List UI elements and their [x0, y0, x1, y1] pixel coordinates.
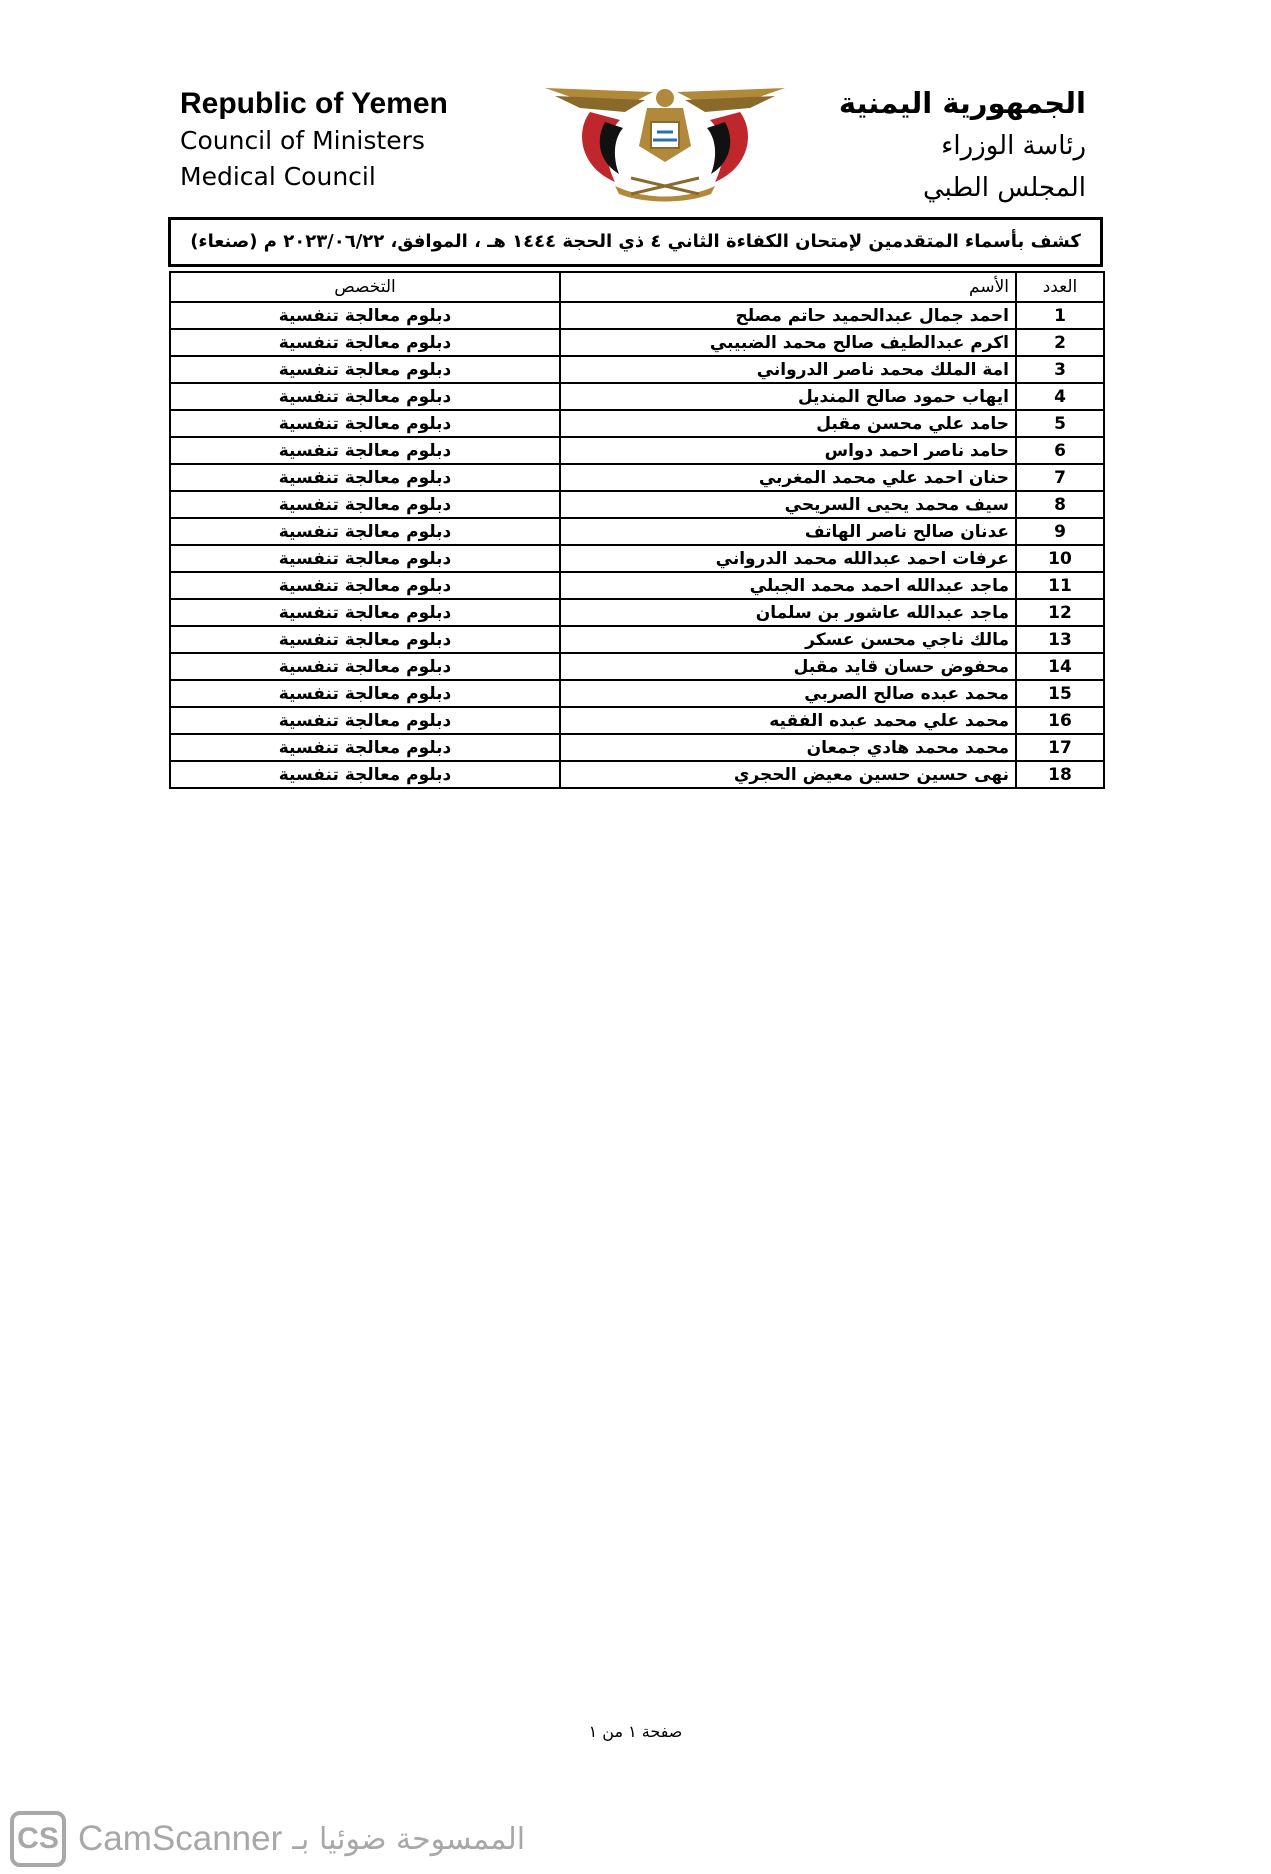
table-row: [170, 545, 1104, 572]
row-number: 2: [1016, 329, 1104, 356]
row-number: 15: [1016, 680, 1104, 707]
candidate-name: امة الملك محمد ناصر الدرواني: [560, 356, 1016, 383]
candidate-name: محمد محمد هادي جمعان: [560, 734, 1016, 761]
candidate-name: ماجد عبدالله عاشور بن سلمان: [560, 599, 1016, 626]
table-row: [170, 410, 1104, 437]
table-row: [170, 572, 1104, 599]
table-row: [170, 653, 1104, 680]
candidate-name: عرفات احمد عبدالله محمد الدرواني: [560, 545, 1016, 572]
specialty: دبلوم معالجة تنفسية: [170, 707, 560, 734]
table-header-row: [170, 272, 1104, 302]
specialty: دبلوم معالجة تنفسية: [170, 572, 560, 599]
header-english: [180, 86, 540, 194]
row-number: 16: [1016, 707, 1104, 734]
row-number: 4: [1016, 383, 1104, 410]
specialty: دبلوم معالجة تنفسية: [170, 545, 560, 572]
header-specialty: التخصص: [170, 272, 560, 302]
specialty: دبلوم معالجة تنفسية: [170, 626, 560, 653]
table-row: [170, 437, 1104, 464]
specialty: دبلوم معالجة تنفسية: [170, 518, 560, 545]
table-row: [170, 491, 1104, 518]
table-row: [170, 626, 1104, 653]
row-number: 17: [1016, 734, 1104, 761]
country-name-en: Republic of Yemen: [180, 87, 448, 120]
specialty: دبلوم معالجة تنفسية: [170, 653, 560, 680]
candidate-name: محفوض حسان قايد مقبل: [560, 653, 1016, 680]
header-arabic: [756, 82, 1086, 208]
candidate-name: محمد عبده صالح الصربي: [560, 680, 1016, 707]
specialty: دبلوم معالجة تنفسية: [170, 329, 560, 356]
candidate-name: سيف محمد يحيى السريحي: [560, 491, 1016, 518]
candidate-name: محمد علي محمد عبده الفقيه: [560, 707, 1016, 734]
row-number: 12: [1016, 599, 1104, 626]
row-number: 10: [1016, 545, 1104, 572]
header-name: الأسم: [560, 272, 1016, 302]
candidate-name: حامد ناصر احمد دواس: [560, 437, 1016, 464]
row-number: 13: [1016, 626, 1104, 653]
specialty: دبلوم معالجة تنفسية: [170, 761, 560, 788]
specialty: دبلوم معالجة تنفسية: [170, 383, 560, 410]
specialty: دبلوم معالجة تنفسية: [170, 302, 560, 329]
table-row: [170, 329, 1104, 356]
table-row: [170, 761, 1104, 788]
table-row: [170, 518, 1104, 545]
candidate-name: عدنان صالح ناصر الهاتف: [560, 518, 1016, 545]
candidate-name: اكرم عبدالطيف صالح محمد الضبيبي: [560, 329, 1016, 356]
candidates-table: [169, 271, 1105, 789]
specialty: دبلوم معالجة تنفسية: [170, 734, 560, 761]
table-row: [170, 464, 1104, 491]
row-number: 11: [1016, 572, 1104, 599]
specialty: دبلوم معالجة تنفسية: [170, 464, 560, 491]
table-row: [170, 383, 1104, 410]
medical-council-en: Medical Council: [180, 162, 376, 191]
candidate-name: ماجد عبدالله احمد محمد الجبلي: [560, 572, 1016, 599]
table-row: [170, 599, 1104, 626]
header-number: العدد: [1016, 272, 1104, 302]
table-row: [170, 680, 1104, 707]
specialty: دبلوم معالجة تنفسية: [170, 410, 560, 437]
row-number: 18: [1016, 761, 1104, 788]
row-number: 3: [1016, 356, 1104, 383]
row-number: 8: [1016, 491, 1104, 518]
camscanner-brand: CamScanner: [78, 1819, 283, 1858]
row-number: 6: [1016, 437, 1104, 464]
page-number: صفحة ١ من ١: [588, 1722, 683, 1741]
candidate-name: حنان احمد علي محمد المغربي: [560, 464, 1016, 491]
candidate-name: احمد جمال عبدالحميد حاتم مصلح: [560, 302, 1016, 329]
table-row: [170, 707, 1104, 734]
camscanner-logo-icon: CS: [10, 1811, 66, 1867]
camscanner-arabic-caption: الممسوحة ضوئيا بـ: [292, 1821, 526, 1857]
row-number: 1: [1016, 302, 1104, 329]
country-name-ar: الجمهورية اليمنية: [838, 86, 1086, 120]
candidate-name: حامد علي محسن مقبل: [560, 410, 1016, 437]
camscanner-watermark: [10, 1808, 525, 1870]
specialty: دبلوم معالجة تنفسية: [170, 437, 560, 464]
specialty: دبلوم معالجة تنفسية: [170, 491, 560, 518]
table-row: [170, 302, 1104, 329]
candidate-name: ايهاب حمود صالح المنديل: [560, 383, 1016, 410]
candidate-name: مالك ناجي محسن عسكر: [560, 626, 1016, 653]
council-name-en: Council of Ministers: [180, 126, 425, 155]
row-number: 7: [1016, 464, 1104, 491]
specialty: دبلوم معالجة تنفسية: [170, 680, 560, 707]
document-title: كشف بأسماء المتقدمين لإمتحان الكفاءة الثاني ٤ ذي الحجة ١٤٤٤ هـ ، الموافق، ٢٠٢٣/٠٦/٢٢ م (صنعاء): [168, 217, 1103, 267]
table-row: [170, 356, 1104, 383]
table-row: [170, 734, 1104, 761]
council-name-ar: رئاسة الوزراء: [941, 131, 1086, 161]
medical-council-ar: المجلس الطبي: [923, 173, 1086, 203]
row-number: 14: [1016, 653, 1104, 680]
specialty: دبلوم معالجة تنفسية: [170, 356, 560, 383]
specialty: دبلوم معالجة تنفسية: [170, 599, 560, 626]
row-number: 5: [1016, 410, 1104, 437]
row-number: 9: [1016, 518, 1104, 545]
candidate-name: نهى حسين حسين معيض الحجري: [560, 761, 1016, 788]
